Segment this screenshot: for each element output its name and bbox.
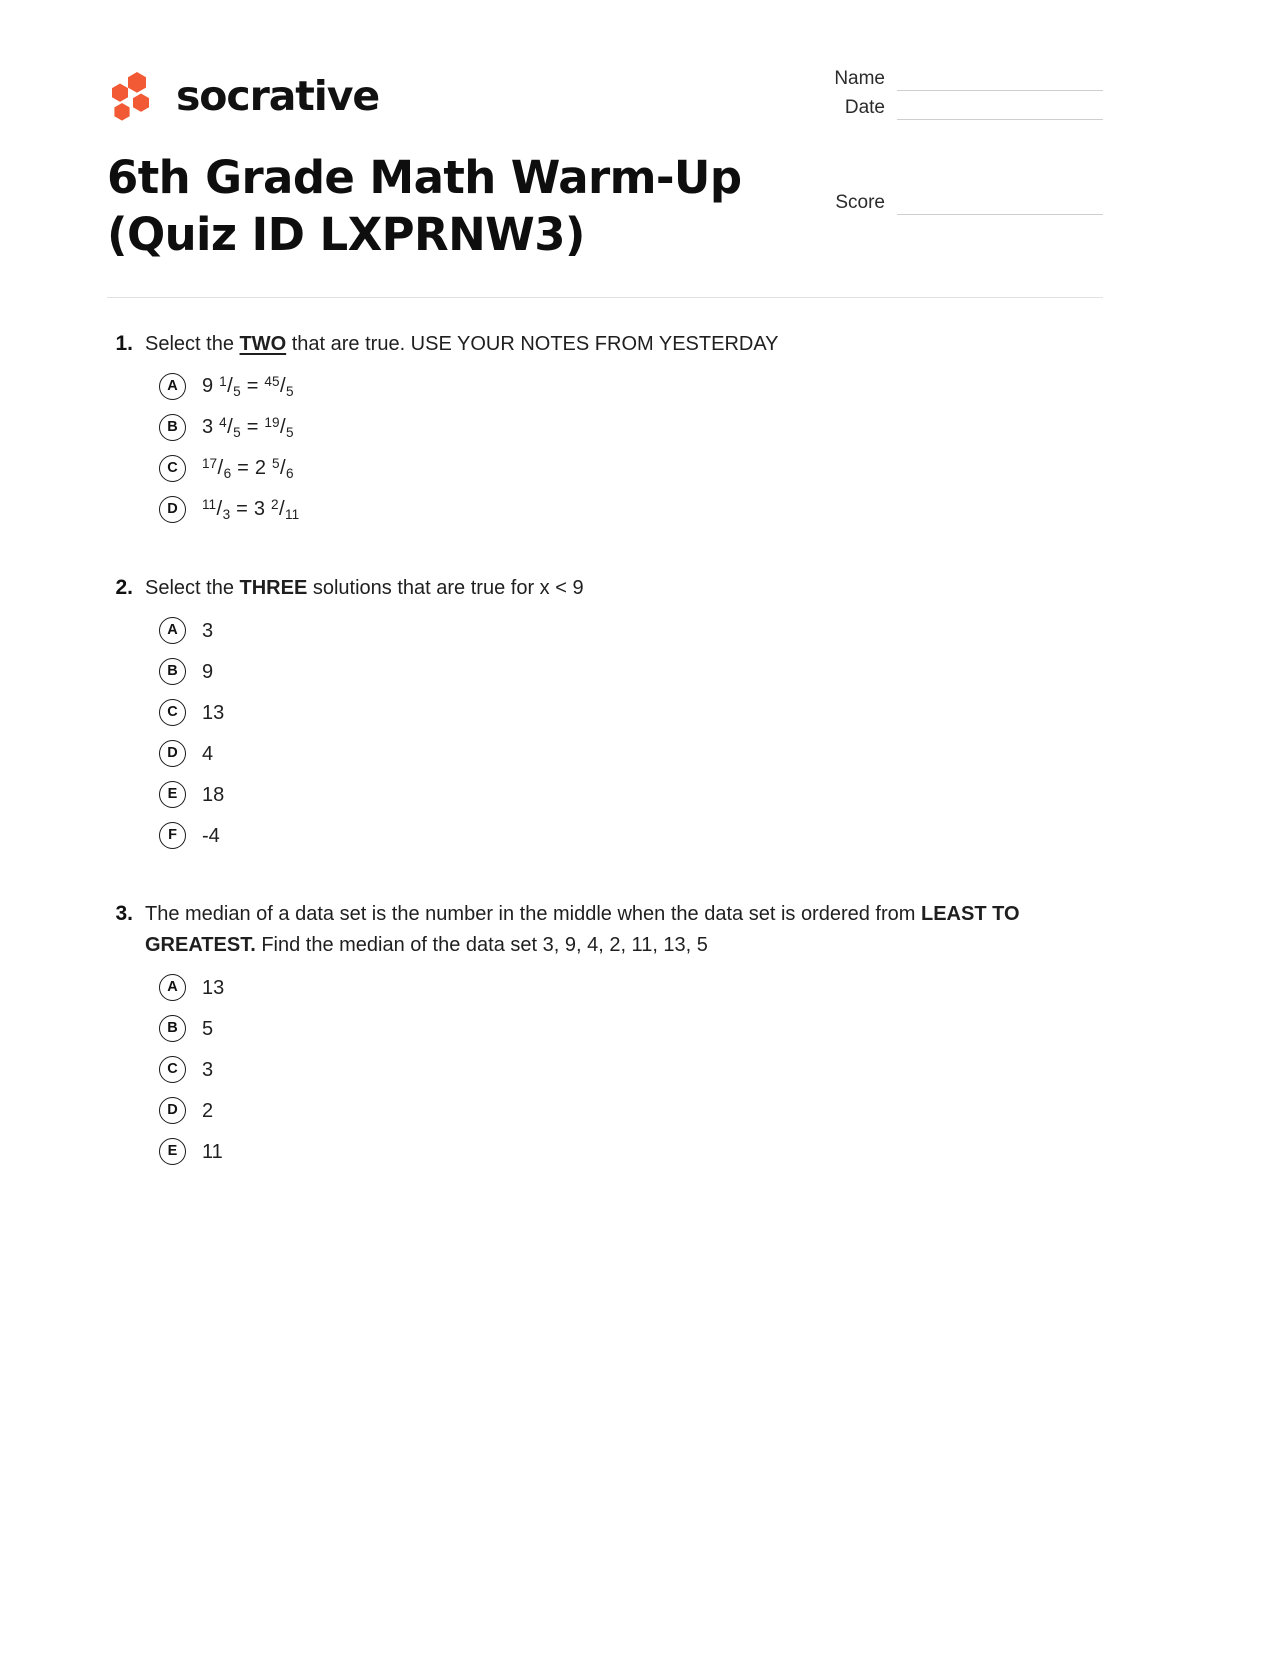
fraction-numerator: 5 — [271, 455, 280, 471]
questions-list — [107, 328, 1103, 1214]
fraction-expression — [202, 455, 294, 482]
fraction-slash: / — [217, 457, 224, 480]
question-text-emphasis: LEAST TO GREATEST. — [145, 903, 1020, 956]
choice-option[interactable] — [159, 489, 1103, 530]
choice-label: 3 — [202, 619, 214, 642]
question-block — [107, 572, 1103, 856]
question-block — [107, 898, 1103, 1172]
choice-option[interactable] — [159, 1049, 1103, 1090]
math-token: 3 — [202, 416, 214, 439]
fraction-expression — [202, 414, 294, 441]
header-divider — [107, 297, 1103, 298]
choice-bubble[interactable]: E — [159, 781, 186, 808]
question-text-segment: Find the median of the data set 3, 9, 4, 2, 11, 13, 5 — [255, 934, 708, 956]
question-number: 2. — [115, 576, 133, 599]
choice-option[interactable] — [159, 733, 1103, 774]
date-input-line[interactable] — [897, 97, 1103, 120]
fraction-slash: / — [278, 498, 285, 521]
choice-bubble[interactable]: D — [159, 1097, 186, 1124]
question-text — [145, 898, 1103, 961]
choice-bubble[interactable]: D — [159, 496, 186, 523]
socrative-hexagon-logo-icon — [107, 70, 159, 122]
question-block — [107, 328, 1103, 530]
name-field-row — [773, 62, 1103, 91]
question-text-segment: solutions that are true for x < 9 — [307, 577, 584, 599]
fraction-slash: / — [279, 375, 286, 398]
choice-option[interactable] — [159, 366, 1103, 407]
question-header — [107, 328, 1103, 360]
name-input-line[interactable] — [897, 68, 1103, 91]
fraction-denominator: 6 — [223, 466, 232, 482]
choice-option[interactable] — [159, 967, 1103, 1008]
question-header — [107, 898, 1103, 961]
choice-option[interactable] — [159, 1008, 1103, 1049]
fraction-expression — [202, 373, 294, 400]
fraction-denominator: 6 — [286, 466, 294, 482]
fraction-numerator: 2 — [270, 496, 279, 512]
page-header — [107, 62, 1103, 262]
question-text — [145, 572, 1103, 604]
choice-option[interactable] — [159, 610, 1103, 651]
choice-bubble[interactable]: A — [159, 974, 186, 1001]
question-number: 3. — [115, 902, 133, 925]
question-text-segment: Select the — [145, 577, 240, 599]
choice-label — [202, 372, 294, 401]
math-token: = — [237, 457, 249, 480]
question-text-emphasis: TWO — [239, 333, 287, 355]
page-title: 6th Grade Math Warm-Up (Quiz ID LXPRNW3) — [107, 151, 742, 261]
fraction-slash: / — [279, 457, 286, 480]
choice-label: 3 — [202, 1058, 214, 1081]
fraction-numerator: 4 — [219, 414, 227, 430]
math-token: = — [246, 375, 259, 398]
choice-bubble[interactable]: A — [159, 373, 186, 400]
math-token: = — [246, 416, 259, 439]
choice-option[interactable] — [159, 651, 1103, 692]
choice-bubble[interactable]: F — [159, 822, 186, 849]
choice-label: 9 — [202, 660, 214, 683]
choice-option[interactable] — [159, 692, 1103, 733]
choice-bubble[interactable]: D — [159, 740, 186, 767]
question-text-segment: that are true. USE YOUR NOTES FROM YESTERDAY — [286, 333, 779, 355]
fraction-slash: / — [216, 498, 223, 521]
fraction-denominator: 3 — [222, 507, 231, 523]
socrative-brand — [107, 70, 379, 122]
fraction-numerator: 11 — [202, 496, 217, 512]
choice-bubble[interactable]: B — [159, 414, 186, 441]
fraction-numerator: 1 — [219, 373, 227, 389]
choice-label — [202, 413, 294, 442]
score-label: Score — [835, 192, 885, 213]
choice-label: 5 — [202, 1017, 214, 1040]
question-text — [145, 328, 1103, 360]
math-token: 3 — [253, 498, 265, 521]
name-label: Name — [834, 68, 885, 89]
choice-label: 13 — [202, 701, 225, 724]
math-token: 2 — [254, 457, 266, 480]
fraction-denominator: 5 — [233, 384, 241, 400]
choice-bubble[interactable]: A — [159, 617, 186, 644]
choice-option[interactable] — [159, 448, 1103, 489]
choice-label — [202, 495, 299, 524]
fraction-slash: / — [279, 416, 286, 439]
fraction-expression — [202, 496, 300, 523]
choice-label: 13 — [202, 976, 225, 999]
fraction-denominator: 5 — [233, 425, 241, 441]
math-token: = — [236, 498, 248, 521]
choice-option[interactable] — [159, 407, 1103, 448]
choice-list — [107, 366, 1103, 530]
fraction-numerator: 19 — [264, 414, 280, 430]
choice-label: 18 — [202, 783, 225, 806]
choice-bubble[interactable]: E — [159, 1138, 186, 1165]
fraction-slash: / — [227, 375, 233, 398]
choice-bubble[interactable]: B — [159, 1015, 186, 1042]
choice-bubble[interactable]: C — [159, 699, 186, 726]
choice-bubble[interactable]: C — [159, 455, 186, 482]
question-number: 1. — [115, 332, 133, 355]
date-label: Date — [844, 97, 885, 118]
question-text-emphasis: THREE — [239, 577, 308, 599]
choice-label: 4 — [202, 742, 214, 765]
question-text-segment: The median of a data set is the number in the middle when the data set is ordered from — [145, 903, 921, 925]
choice-list — [107, 967, 1103, 1172]
choice-option[interactable] — [159, 774, 1103, 815]
choice-label: -4 — [202, 824, 220, 847]
choice-label: 11 — [202, 1140, 223, 1163]
choice-list — [107, 610, 1103, 856]
choice-option[interactable] — [159, 1090, 1103, 1131]
choice-label: 2 — [202, 1099, 214, 1122]
date-field-row — [773, 91, 1103, 120]
fraction-denominator: 5 — [286, 384, 294, 400]
fraction-denominator: 5 — [286, 425, 294, 441]
choice-option[interactable] — [159, 815, 1103, 856]
question-header — [107, 572, 1103, 604]
choice-option[interactable] — [159, 1131, 1103, 1172]
score-input-line[interactable] — [897, 192, 1103, 215]
choice-bubble[interactable]: B — [159, 658, 186, 685]
math-token: 9 — [202, 375, 214, 398]
fraction-denominator: 11 — [285, 507, 300, 523]
fraction-numerator: 45 — [264, 373, 280, 389]
fraction-numerator: 17 — [202, 455, 218, 471]
socrative-wordmark: socrative — [176, 71, 380, 120]
choice-bubble[interactable]: C — [159, 1056, 186, 1083]
question-text-segment: Select the — [145, 333, 240, 355]
choice-label — [202, 454, 294, 483]
fraction-slash: / — [227, 416, 233, 439]
